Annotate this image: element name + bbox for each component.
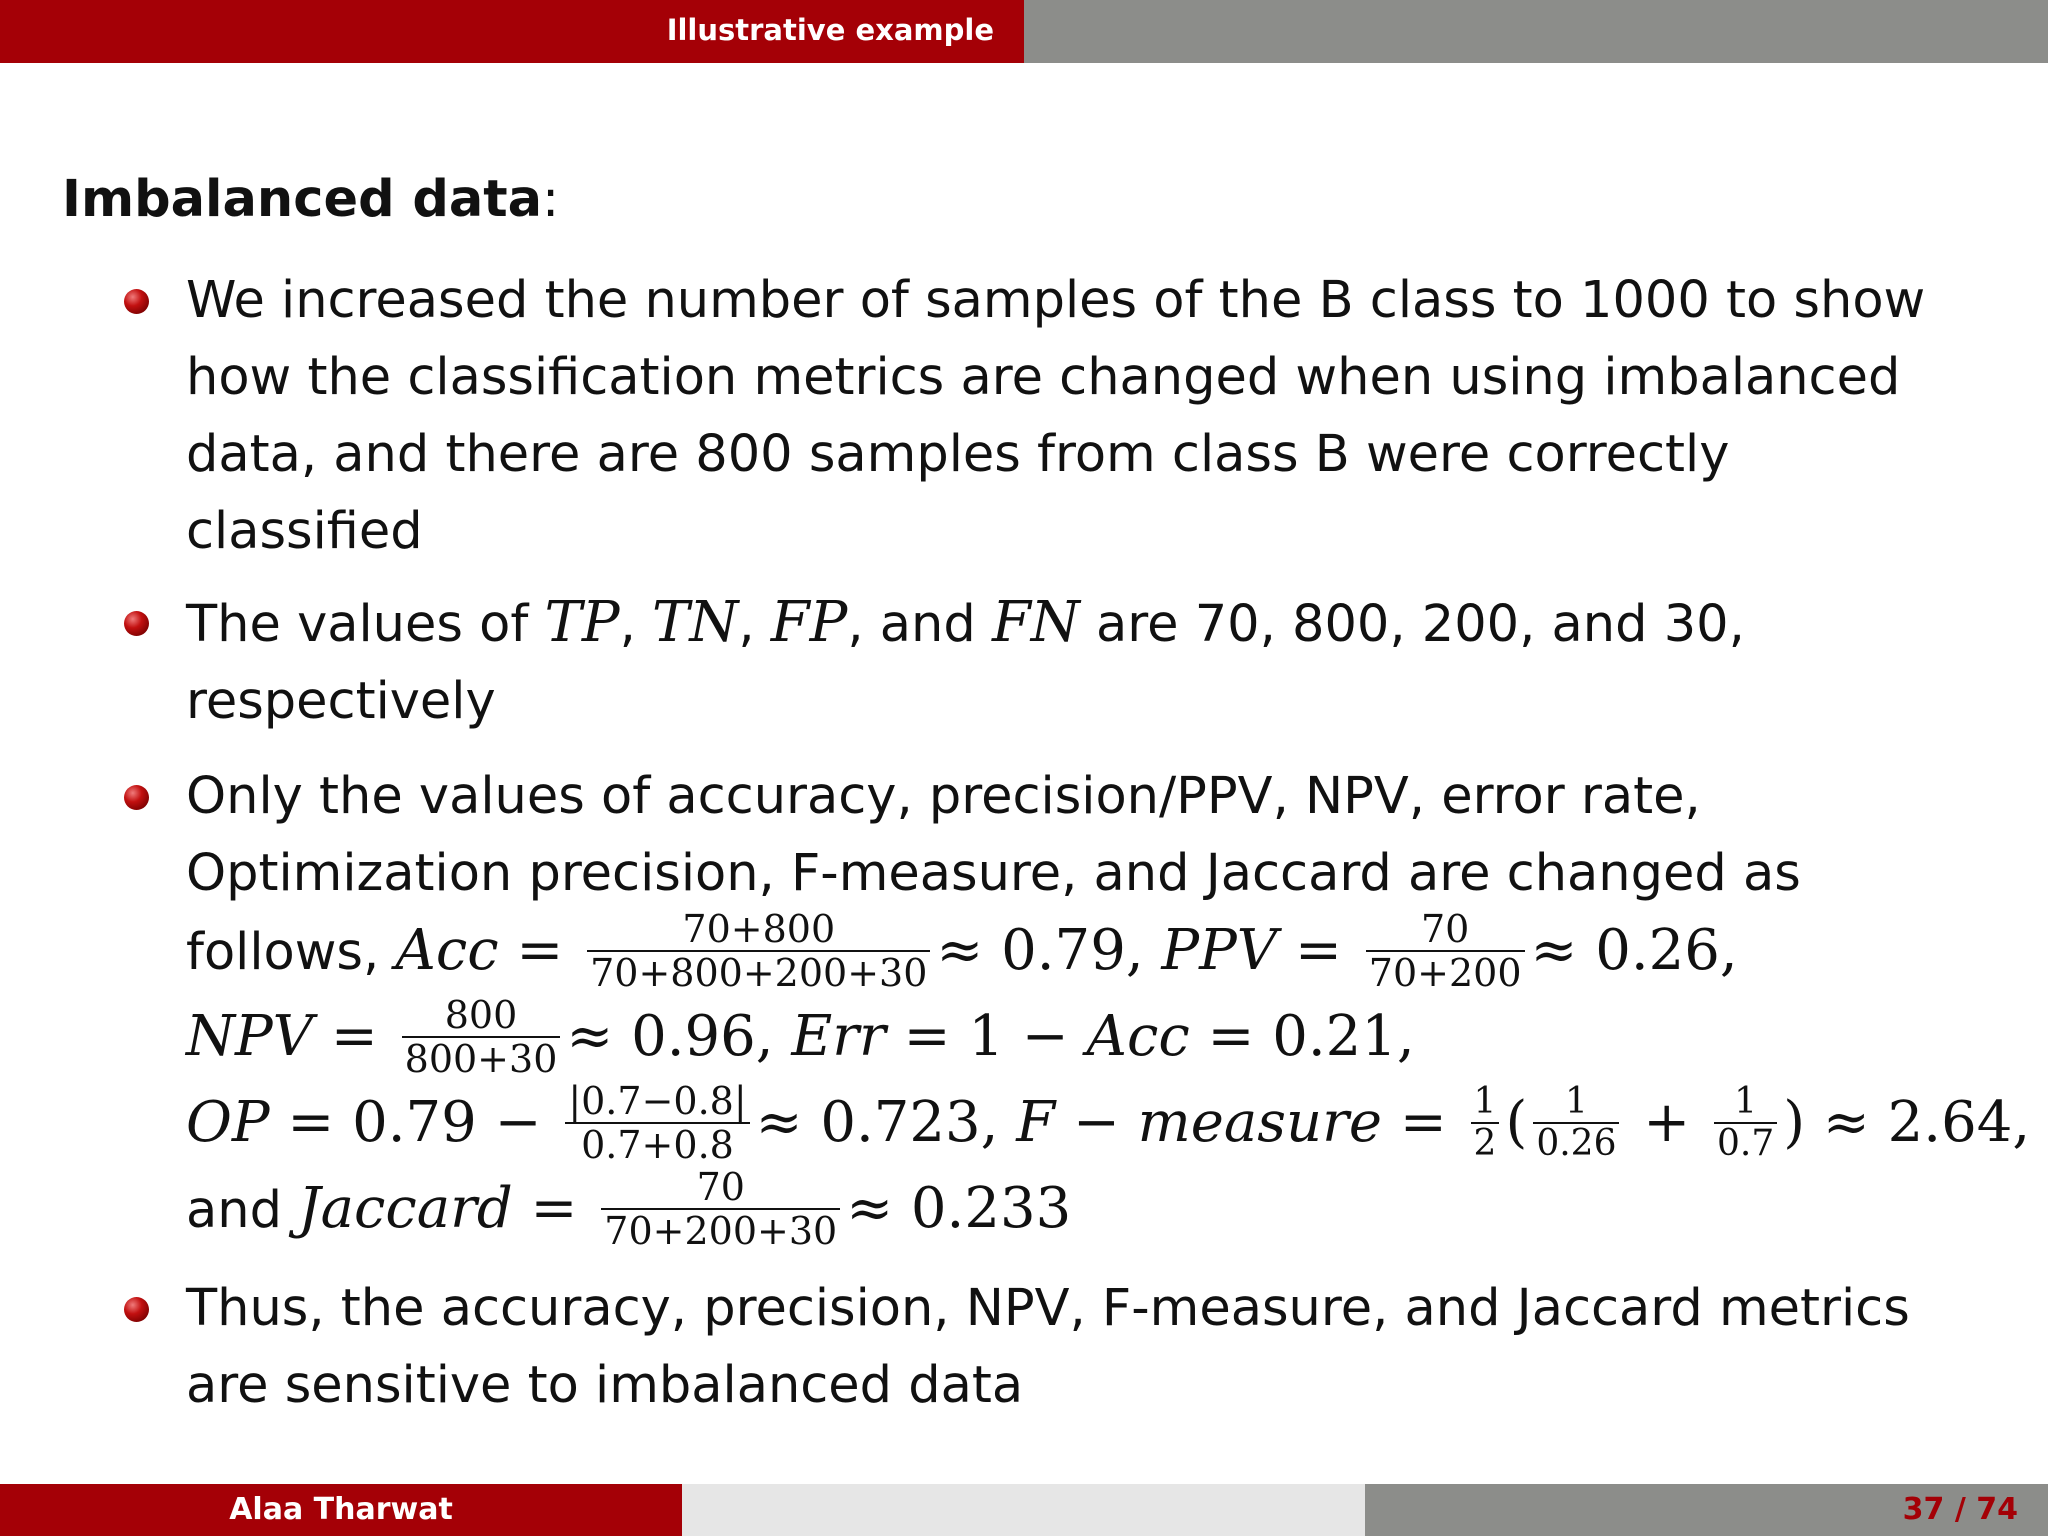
math-equals: = <box>498 918 582 983</box>
frac-num: 1 <box>1533 1082 1619 1124</box>
footer-page-number: 37 / 74 <box>1365 1484 2048 1536</box>
frac-num: 1 <box>1714 1082 1777 1124</box>
math-paren-open: ( <box>1505 1090 1528 1155</box>
math-equals: = <box>512 1176 596 1241</box>
bullet-item-2 <box>186 584 1976 740</box>
math-fn: FN <box>991 590 1080 655</box>
frac-num: |0.7−0.8| <box>565 1080 749 1124</box>
frac-den: 2 <box>1473 1123 1497 1164</box>
fraction-f1 <box>1533 1082 1619 1164</box>
equation-line-jaccard <box>186 1165 1976 1256</box>
bullet-2-sep: , <box>619 595 652 654</box>
bullet-ball-icon <box>124 785 149 810</box>
equation-line-op <box>186 1079 2031 1170</box>
math-jaccard-result: ≈ 0.233 <box>846 1176 1072 1241</box>
math-op: OP <box>186 1090 270 1155</box>
math-npv-result: ≈ 0.96, <box>566 1004 792 1069</box>
math-err: Err <box>791 1004 886 1069</box>
bullet-2-sep: , and <box>847 595 992 654</box>
fraction-half <box>1471 1082 1500 1164</box>
math-jaccard: Jaccard <box>298 1176 513 1241</box>
bullet-2-pre: The values of <box>186 595 545 654</box>
frac-num: 1 <box>1471 1082 1500 1124</box>
math-plus: + <box>1625 1090 1708 1155</box>
header-right-band <box>1024 0 2048 63</box>
frac-num: 70 <box>1366 908 1525 952</box>
math-err-acc: Acc <box>1086 1004 1190 1069</box>
bullet-item-1 <box>186 262 1976 570</box>
bullet-list <box>186 262 2031 1438</box>
bullet-ball-icon <box>124 611 149 636</box>
math-fp: FP <box>770 590 848 655</box>
frac-den: 0.26 <box>1536 1123 1617 1164</box>
math-equals: = <box>313 1004 396 1069</box>
fraction-op <box>565 1080 749 1166</box>
footer-middle-band <box>682 1484 1365 1536</box>
math-err-result: = 0.21, <box>1189 1004 1415 1069</box>
frac-num: 800 <box>402 994 561 1038</box>
math-tn: TN <box>652 590 739 655</box>
bullet-2-sep: , <box>738 595 771 654</box>
fraction-ppv <box>1366 908 1525 994</box>
equation-line-npv <box>186 993 1976 1084</box>
fraction-acc <box>587 908 930 994</box>
bullet-4-text: Thus, the accuracy, precision, NPV, F-measure, and Jaccard metrics are sensitive to imbalanced data <box>186 1279 1910 1415</box>
header-bar <box>0 0 2048 63</box>
math-equals: = <box>1382 1090 1465 1155</box>
math-ppv: PPV <box>1161 918 1278 983</box>
math-acc-result: ≈ 0.79, <box>936 918 1162 983</box>
math-err-mid: = 1 − <box>885 1004 1087 1069</box>
section-title-colon: : <box>542 170 560 229</box>
math-f-result: ≈ 2.64, <box>1805 1090 2031 1155</box>
bullet-ball-icon <box>124 1297 149 1322</box>
math-ppv-result: ≈ 0.26, <box>1530 918 1738 983</box>
frac-num: 70 <box>601 1166 840 1210</box>
fraction-npv <box>402 994 561 1080</box>
header-title: Illustrative example <box>0 0 1024 63</box>
math-equals: = <box>1277 918 1360 983</box>
bullet-ball-icon <box>124 289 149 314</box>
frac-den: 70+800+200+30 <box>590 951 928 995</box>
bullet-item-3 <box>186 758 2031 1256</box>
fraction-jaccard <box>601 1166 840 1252</box>
frac-den: 70+200 <box>1368 951 1522 995</box>
frac-den: 800+30 <box>404 1037 558 1081</box>
math-paren-close: ) <box>1783 1090 1806 1155</box>
bullet-1-text: We increased the number of samples of the B class to 1000 to show how the classification metrics are changed when using imbalanced data, and there are 800 samples from class B were correctly classified <box>186 271 1926 561</box>
fraction-f2 <box>1714 1082 1777 1164</box>
section-title-bold: Imbalanced data <box>62 170 543 229</box>
section-title <box>62 170 559 229</box>
math-npv: NPV <box>186 1004 314 1069</box>
bullet-2-post: are 70, 800, 200, and 30, respectively <box>186 595 1745 731</box>
bullet-item-4 <box>186 1270 1976 1424</box>
frac-den: 0.7 <box>1717 1123 1775 1164</box>
math-fmeasure: F − measure <box>1016 1090 1383 1155</box>
footer-author: Alaa Tharwat <box>0 1484 682 1536</box>
frac-den: 70+200+30 <box>604 1209 838 1253</box>
bullet-3-and: and <box>186 1181 299 1240</box>
frac-den: 0.7+0.8 <box>581 1123 734 1167</box>
footer-bar <box>0 1484 2048 1536</box>
frac-num: 70+800 <box>587 908 930 952</box>
math-tp: TP <box>544 590 620 655</box>
math-op-result: ≈ 0.723, <box>755 1090 1017 1155</box>
math-op-mid: = 0.79 − <box>269 1090 560 1155</box>
bullet-3-intro: Only the values of accuracy, precision/PPV, NPV, error rate, Optimization precision, F-measure, and Jaccard are changed as follows, <box>186 767 1801 982</box>
math-acc: Acc <box>395 918 499 983</box>
